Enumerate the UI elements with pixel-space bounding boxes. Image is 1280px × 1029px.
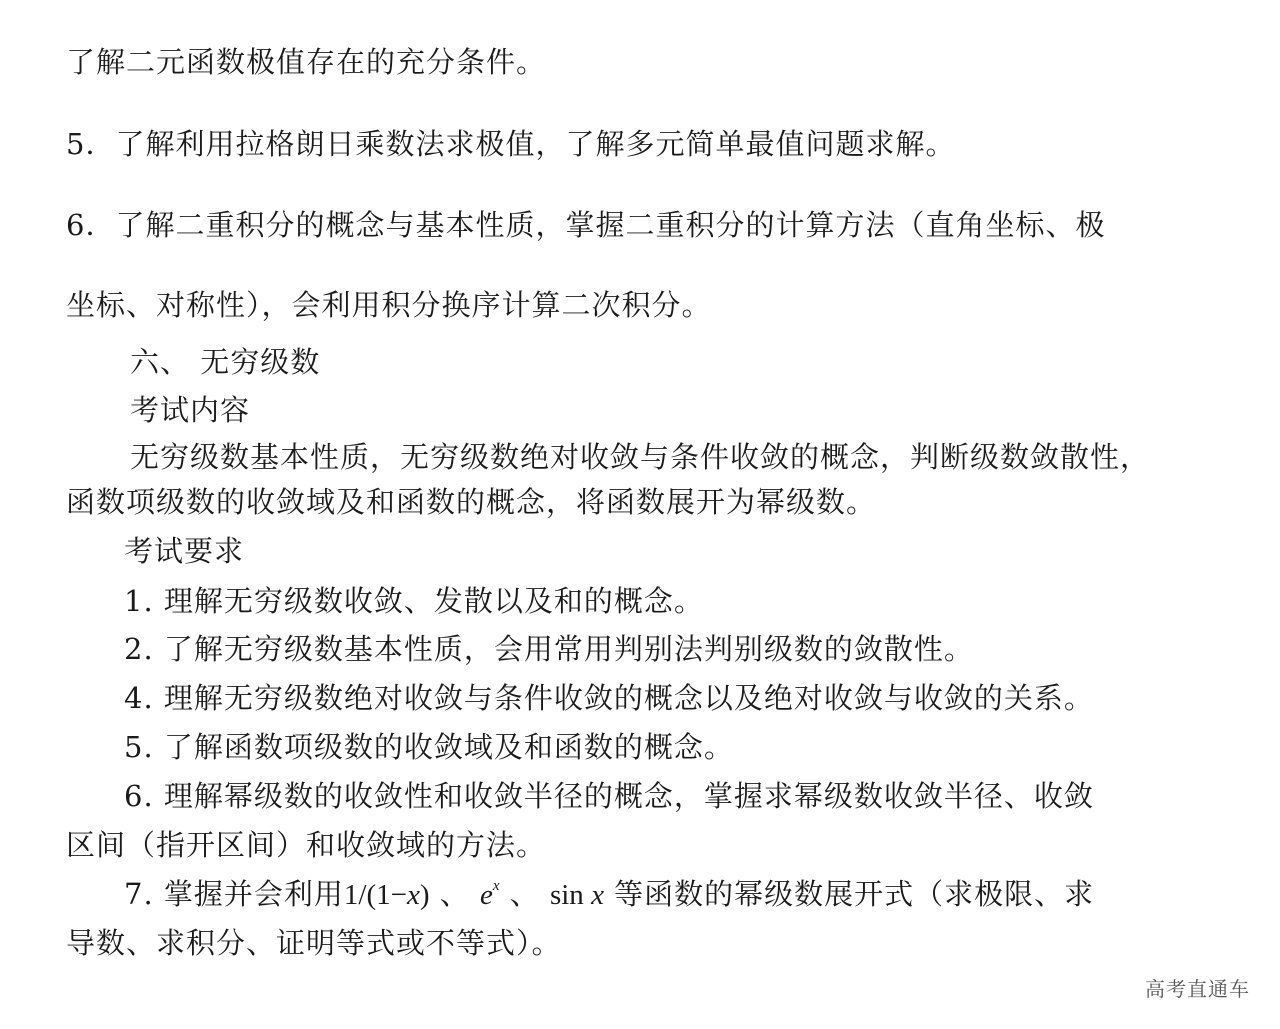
formula-exponential-base: e <box>479 879 493 911</box>
text-line-7: 无穷级数基本性质，无穷级数绝对收敛与条件收敛的概念，判断级数敛散性， <box>130 440 1151 474</box>
requirement-item-6: 6. 理解幂级数的收敛性和收敛半径的概念，掌握求幂级数收敛半径、收敛 <box>124 779 1094 813</box>
formula-reciprocal-text: 1/(1− <box>343 879 407 911</box>
requirement-item-7 <box>124 876 1094 913</box>
requirement-item-1: 1. 理解无穷级数收敛、发散以及和的概念。 <box>124 584 704 618</box>
formula-sine <box>550 879 604 911</box>
text-line-2: 5．了解利用拉格朗日乘数法求极值，了解多元简单最值问题求解。 <box>66 127 956 161</box>
watermark: 高考直通车 <box>1145 977 1250 1001</box>
formula-sine-fn: sin <box>549 879 584 911</box>
section-heading: 六、 无穷级数 <box>130 345 321 379</box>
separator-2: 、 <box>509 877 540 911</box>
formula-exponential-exp: x <box>492 878 500 894</box>
item7-prefix: 7. 掌握并会利用 <box>124 877 344 911</box>
formula-reciprocal-var: x <box>406 879 420 911</box>
requirement-item-5: 5. 了解函数项级数的收敛域及和函数的概念。 <box>124 730 734 764</box>
requirement-item-6-cont: 区间（指开区间）和收敛域的方法。 <box>66 828 547 862</box>
formula-sine-var: x <box>591 879 604 911</box>
subheading-exam-requirements: 考试要求 <box>124 534 245 568</box>
requirement-item-2: 2. 了解无穷级数基本性质，会用常用判别法判别级数的敛散性。 <box>124 632 974 666</box>
requirement-item-7-cont: 导数、求积分、证明等式或不等式）。 <box>66 926 562 960</box>
formula-exponential <box>480 879 500 911</box>
requirement-item-4: 4. 理解无穷级数绝对收敛与条件收敛的概念以及绝对收敛与收敛的关系。 <box>124 681 1094 715</box>
separator-1: 、 <box>439 877 470 911</box>
item7-suffix: 等函数的幂级数展开式（求极限、求 <box>614 877 1095 911</box>
text-line-8: 函数项级数的收敛域及和函数的概念，将函数展开为幂级数。 <box>66 485 877 519</box>
text-line-3: 6．了解二重积分的概念与基本性质，掌握二重积分的计算方法（直角坐标、极 <box>66 208 1106 242</box>
text-line-1: 了解二元函数极值存在的充分条件。 <box>66 45 547 79</box>
text-line-4: 坐标、对称性），会利用积分换序计算二次积分。 <box>66 288 712 322</box>
formula-reciprocal-close: ) <box>419 879 430 911</box>
subheading-exam-content: 考试内容 <box>130 393 251 427</box>
formula-reciprocal <box>344 879 430 911</box>
